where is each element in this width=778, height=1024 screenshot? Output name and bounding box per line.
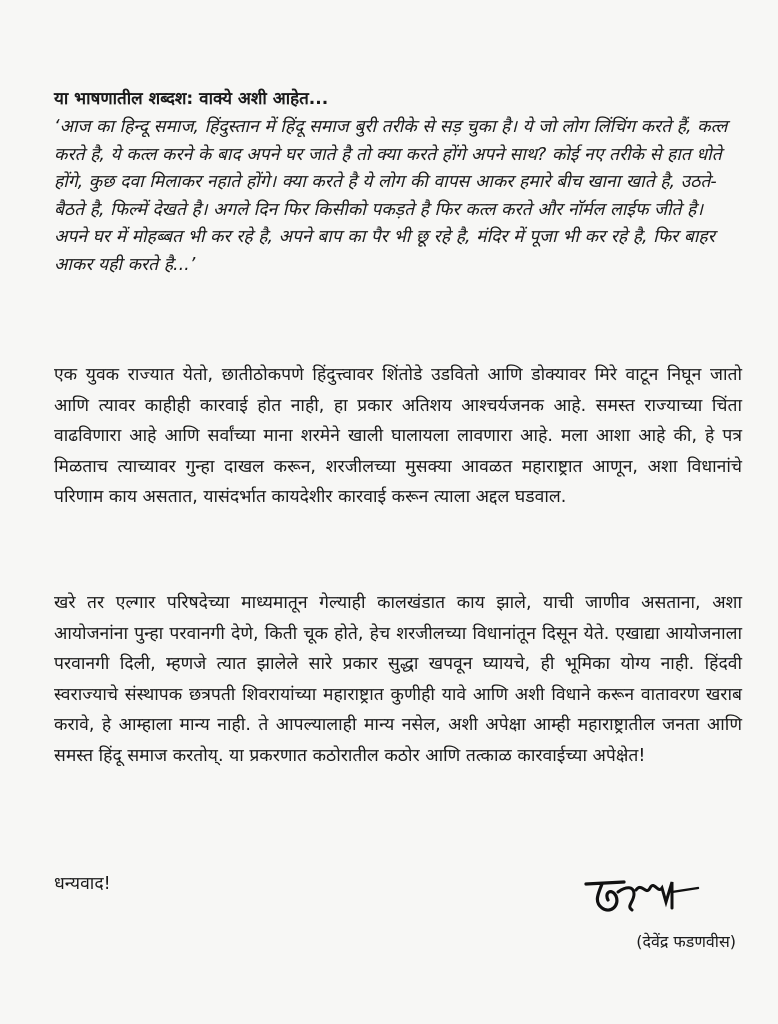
paragraph-2: खरे तर एल्गार परिषदेच्या माध्यमातून गेल्याही कालखंडात काय झाले, याची जाणीव असताना, अशा आयोजनांना पुन्हा परवानगी देणे, किती चूक होते, हेच शरजीलच्या विधानांतून दिसून येते. एखाद्या आयोजनाला परवानगी दिली, म्हणजे त्यात झालेले सारे प्रकार सुद्धा खपवून घ्यायचे, ही भूमिका योग्य नाही. हिंदवी स्वराज्याचे संस्थापक छत्रपती शिवरायांच्या महाराष्ट्रात कुणीही यावे आणि अशी विधाने करून वातावरण खराब करावे, हे आम्हाला मान्य नाही. ते आपल्यालाही मान्य नसेल, अशी अपेक्षा आम्ही महाराष्ट्रातील जनता आणि समस्त हिंदू समाज करतोय्. या प्रकरणात कठोरातील कठोर आणि तत्काळ कारवाईच्या अपेक्षेत!: [54, 593, 742, 766]
speech-quote: ‘आज का हिन्दू समाज, हिंदुस्तान में हिंदू समाज बुरी तरीके से सड़ चुका है। ये जो लोग लिंचिंग करते हैं, कत्ल करते है, ये कत्ल करने के बाद अपने घर जाते है तो क्या करते होंगे अपने साथ? कोई नए तरीके से हात धोते होंगे, कुछ दवा मिलाकर नहाते होंगे। क्या करते है ये लोग की वापस आकर हमारे बीच खाना खाते है, उठते-बैठते है, फिल्में देखते है। अगले दिन फिर किसीको पकड़ते है फिर कत्ल करते और नॉर्मल लाईफ जीते है। अपने घर में मोहब्बत भी कर रहे है, अपने बाप का पैर भी छू रहे है, मंदिर में पूजा भी कर रहे है, फिर बाहर आकर यही करते है...’: [54, 117, 728, 275]
signer-name: (देवेंद्र फडणवीस): [636, 932, 736, 951]
intro-line: या भाषणातील शब्दश: वाक्ये अशी आहेत...: [54, 89, 329, 109]
handwritten-signature: [580, 862, 710, 924]
closing-thanks: धन्यवाद!: [54, 874, 111, 894]
paragraph-1: एक युवक राज्यात येतो, छातीठोकपणे हिंदुत्त्वावर शिंतोडे उडवितो आणि डोक्यावर मिरे वाटून निघून जातो आणि त्यावर काहीही कारवाई होत नाही, हा प्रकार अतिशय आश्चर्यजनक आहे. समस्त राज्याच्या चिंता वाढविणारा आहे आणि सर्वांच्या माना शरमेने खाली घालायला लावणारा आहे. मला आशा आहे की, हे पत्र मिळताच त्याच्यावर गुन्हा दाखल करून, शरजीलच्या मुसक्या आवळत महाराष्ट्रात आणून, अशा विधानांचे परिणाम काय असतात, यासंदर्भात कायदेशीर कारवाई करून त्याला अद्दल घडवाल.: [54, 365, 742, 507]
